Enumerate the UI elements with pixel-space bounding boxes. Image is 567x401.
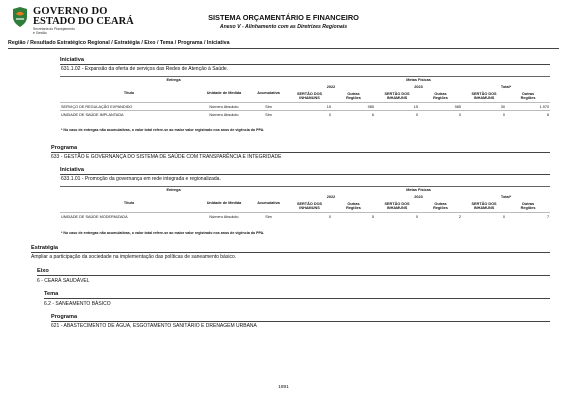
iniciativa-text: 633.1.01 - Promoção da governança em rede integrada e regionalizada. <box>61 176 221 182</box>
total-header: Total* <box>462 194 550 201</box>
outras-header: Outras Regiões <box>332 91 375 103</box>
section-divider <box>60 174 550 175</box>
outras-header: Outras Regiões <box>419 201 462 213</box>
tema-label: Tema <box>44 291 59 297</box>
metas-table <box>60 76 550 118</box>
metas-header: Metas Físicas <box>287 77 550 84</box>
total-header: Total* <box>462 84 550 91</box>
sertao-header: SERTÃO DOS INHAMUNS <box>375 91 419 103</box>
table-row: UNIDADE DE SAÚDE MODERNIZADA Número Absoluto Sim 0 5 0 2 0 7 <box>61 214 550 219</box>
logo-line-3: Secretaria do Planejamento e Gestão <box>33 27 75 35</box>
table-row: UNIDADE DE SAÚDE IMPLANTADA Número Absoluto Sim 0 6 0 0 0 6 <box>61 112 550 117</box>
eixo-text: 6 - CEARÁ SAUDÁVEL <box>37 278 90 284</box>
page-number: 1891 <box>278 385 289 390</box>
acumulativa-header: Acumulativa <box>250 84 287 103</box>
outras-header: Outras Regiões <box>332 201 375 213</box>
hierarchy-header: Região / Resultado Estratégico Regional / Estratégia / Eixo / Tema / Programa / Iniciativa <box>8 40 559 49</box>
year-2023-header: 2023 <box>375 84 462 91</box>
logo-line-2: ESTADO DO CEARÁ <box>33 16 134 27</box>
section-divider <box>51 321 550 322</box>
programa-text: 633 - GESTÃO E GOVERNANÇA DO SISTEMA DE SAÚDE COM TRANSPARÊNCIA E INTEGRIDADE <box>51 154 282 160</box>
titulo-header: Título <box>60 84 198 103</box>
iniciativa-label: Iniciativa <box>60 57 84 63</box>
sertao-header: SERTÃO DOS INHAMUNS <box>375 201 419 213</box>
sertao-header: SERTÃO DOS INHAMUNS <box>462 91 506 103</box>
entrega-header: Entrega <box>60 77 287 84</box>
unidade-header: Unidade de Medida <box>198 84 250 103</box>
outras-header: Outras Regiões <box>419 91 462 103</box>
programa-label: Programa <box>51 145 78 151</box>
section-divider <box>60 64 550 65</box>
document-subtitle: Anexo V - Alinhamento com as Diretrizes Regionais <box>219 24 348 30</box>
section-divider <box>44 298 550 299</box>
programa-text: 621 - ABASTECIMENTO DE ÁGUA, ESGOTAMENTO SANITÁRIO E DRENAGEM URBANA <box>51 323 257 329</box>
acumulativa-header: Acumulativa <box>250 194 287 213</box>
titulo-header: Título <box>60 194 198 213</box>
iniciativa-text: 631.1.02 - Expansão da oferta de serviços das Redes de Atenção à Saúde. <box>61 66 229 72</box>
section-divider <box>51 152 550 153</box>
outras-header: Outras Regiões <box>506 91 550 103</box>
outras-header: Outras Regiões <box>506 201 550 213</box>
table-row: SERVIÇO DE REGULAÇÃO EXPANDIDO Número Absoluto Sim 15 985 15 985 30 1.970 <box>61 104 550 109</box>
sertao-header: SERTÃO DOS INHAMUNS <box>287 91 332 103</box>
estrategia-label: Estratégia <box>31 245 59 251</box>
unidade-header: Unidade de Medida <box>198 194 250 213</box>
iniciativa-label: Iniciativa <box>60 167 84 173</box>
sertao-header: SERTÃO DOS INHAMUNS <box>462 201 506 213</box>
year-2022-header: 2022 <box>287 194 375 201</box>
document-title: SISTEMA ORÇAMENTÁRIO E FINANCEIRO <box>208 13 359 22</box>
table-footnote: * No caso de entregas não acumulativas, o valor total refere-se ao maior valor registrado nos anos de vigência do PPA. <box>61 128 265 132</box>
estrategia-text: Ampliar a participação da sociedade na implementação das políticas de saneamento básico. <box>31 254 237 260</box>
eixo-label: Eixo <box>37 268 49 274</box>
metas-header: Metas Físicas <box>287 187 550 194</box>
section-divider <box>31 252 550 253</box>
tema-text: 6.2 - SANEAMENTO BÁSICO <box>44 301 111 307</box>
logo-line-1: GOVERNO DO <box>33 6 108 17</box>
section-divider <box>37 275 550 276</box>
programa-label: Programa <box>51 314 78 320</box>
entrega-header: Entrega <box>60 187 287 194</box>
table-footnote: * No caso de entregas não acumulativas, o valor total refere-se ao maior valor registrado nos anos de vigência do PPA. <box>61 231 265 235</box>
year-2023-header: 2023 <box>375 194 462 201</box>
metas-table <box>60 186 550 220</box>
sertao-header: SERTÃO DOS INHAMUNS <box>287 201 332 213</box>
year-2022-header: 2022 <box>287 84 375 91</box>
